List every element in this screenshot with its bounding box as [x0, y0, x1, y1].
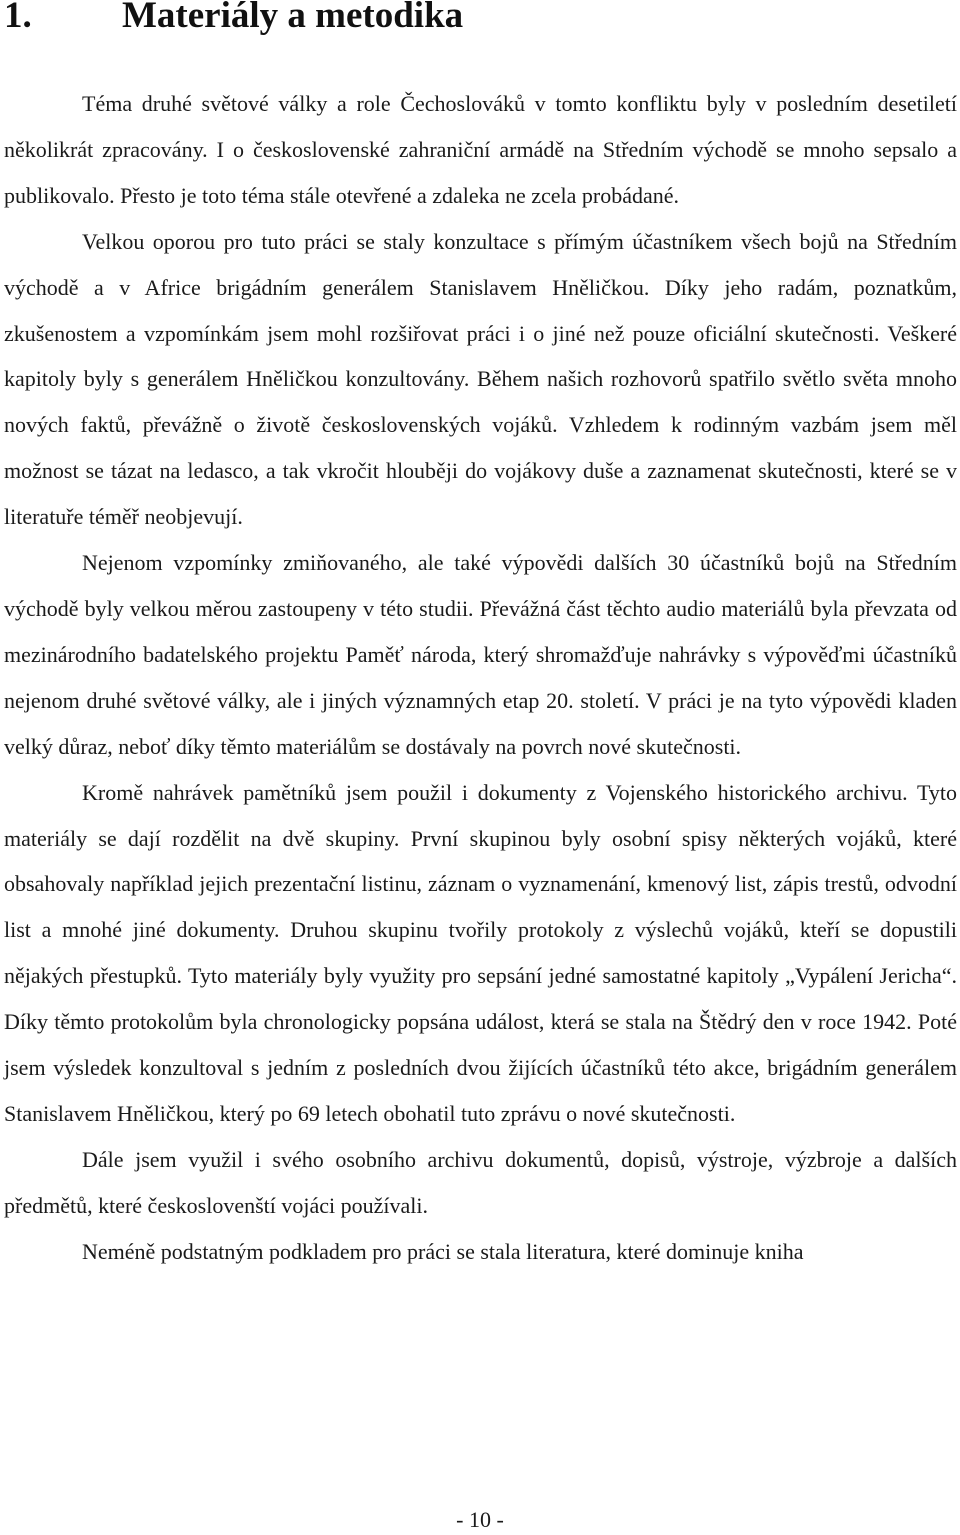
paragraph-archive-documents: Kromě nahrávek pamětníků jsem použil i dokumenty z Vojenského historického archivu. Tyto materiály se dají rozdělit na dvě skupiny. První skupinou byly osobní spisy některých vojáků, které obsahovaly například jejich prezentační listinu, záznam o vyznamenání, kmenový list, zápis trestů, odvodní list a mnohé jiné dokumenty. Druhou skupinu tvořily protokoly z výslechů vojáků, kteří se dopustili nějakých přestupků. Tyto materiály byly využity pro sepsání jedné samostatné kapitoly „Vypálení Jericha“. Díky těmto protokolům byla chronologicky popsána událost, která se stala na Štědrý den v roce 1942. Poté jsem výsledek konzultoval s jedním z posledních dvou žijících účastníků této akce, brigádním generálem Stanislavem Hněličkou, který po 69 letech obohatil tuto zprávu o nové skutečnosti.: [4, 779, 957, 1126]
chapter-heading: [4, 0, 463, 38]
chapter-number: 1.: [4, 0, 32, 36]
paragraph-testimonies: Nejenom vzpomínky zmiňovaného, ale také výpovědi dalších 30 účastníků bojů na Středním východě byly velkou měrou zastoupeny v této studii. Převážná část těchto audio materiálů byla převzata od mezinárodního badatelského projektu Paměť národa, který shromažďuje nahrávky s výpověďmi účastníků nejenom druhé světové války, ale i jiných významných etap 20. století. V práci je na tyto výpovědi kladen velký důraz, neboť díky těmto materiálům se dostávaly na povrch nové skutečnosti.: [4, 550, 957, 759]
paragraph-literature: Neméně podstatným podkladem pro práci se stala literatura, které dominuje kniha: [82, 1238, 804, 1264]
chapter-body: [4, 81, 957, 1275]
paragraph-intro: Téma druhé světové války a role Čechoslováků v tomto konfliktu byly v posledním desetiletí několikrát zpracovány. I o československé zahraniční armádě na Středním východě se mnoho sepsalo a publikovalo. Přesto je toto téma stále otevřené a zdaleka ne zcela probádané.: [4, 91, 957, 208]
paragraph-personal-archive: Dále jsem využil i svého osobního archivu dokumentů, dopisů, výstroje, výzbroje a dalších předmětů, které českoslovenští vojáci používali.: [4, 1146, 957, 1218]
page-number: - 10 -: [456, 1507, 504, 1532]
chapter-title: Materiály a metodika: [122, 0, 464, 36]
paragraph-consultations: Velkou oporou pro tuto práci se staly konzultace s přímým účastníkem všech bojů na Středním východě a v Africe brigádním generálem Stanislavem Hněličkou. Díky jeho radám, poznatkům, zkušenostem a vzpomínkám jsem mohl rozšiřovat práci i o jiné než pouze oficiální skutečnosti. Veškeré kapitoly byly s generálem Hněličkou konzultovány. Během našich rozhovorů spatřilo světlo světa mnoho nových faktů, převážně o životě československých vojáků. Vzhledem k rodinným vazbám jsem měl možnost se tázat na ledasco, a tak vkročit hlouběji do vojákovy duše a zaznamenat skutečnosti, které se v literatuře téměř neobjevují.: [4, 228, 957, 530]
